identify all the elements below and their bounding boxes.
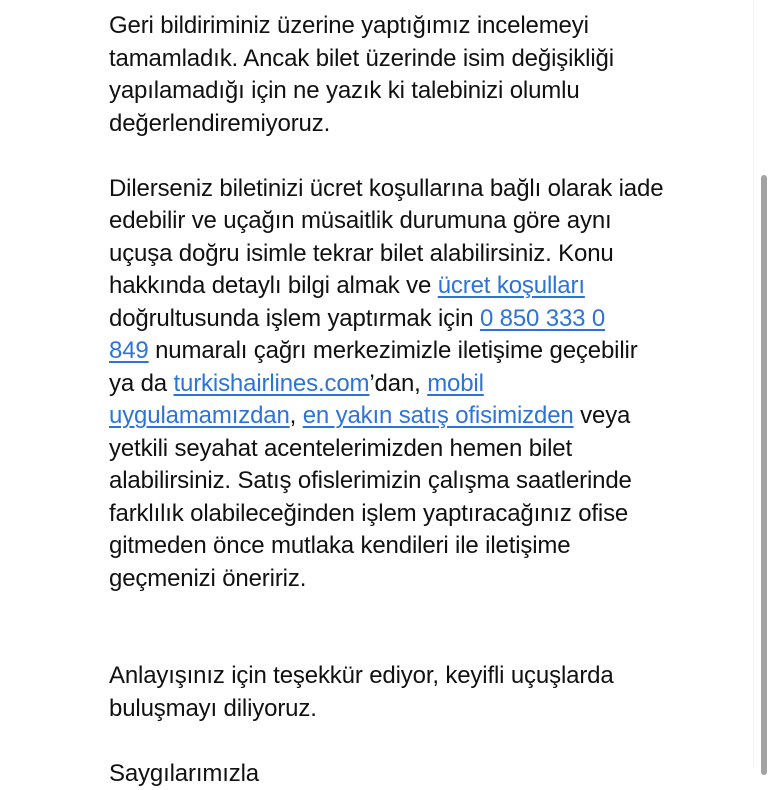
inline-text: hakkında detaylı bilgi almak ve [109,272,438,299]
inline-text: numaralı çağrı merkezimizle iletişime geçebilir [149,337,638,364]
text-line: Geri bildiriminiz üzerine yaptığımız incelemeyi [109,10,749,43]
website-link[interactable]: turkishairlines.com [173,370,369,397]
inline-text: , [290,402,303,429]
mobile-app-link[interactable]: mobil [427,370,484,397]
inline-text: veya [574,402,631,429]
text-line: gitmeden önce mutlaka kendileri ile iletişime [109,530,749,563]
text-line: yapılamadığı için ne yazık ki talebinizi olumlu [109,75,749,108]
text-line [109,400,749,433]
inline-text: doğrultusunda işlem yaptırmak için [109,305,480,332]
paragraph-review-result [109,10,749,140]
paragraph-refund-options [109,173,749,596]
message-body [109,10,749,790]
text-line: buluşmayı diliyoruz. [109,693,749,726]
vertical-scrollbar[interactable] [753,0,768,768]
text-line [109,368,749,401]
nearest-sales-office-link[interactable]: en yakın satış ofisimizden [303,402,574,429]
text-line [109,335,749,368]
text-line: yetkili seyahat acentelerimizden hemen bilet [109,433,749,466]
text-line: edebilir ve uçağın müsaitlik durumuna göre aynı [109,205,749,238]
inline-text: ya da [109,370,173,397]
text-line: Anlayışınız için teşekkür ediyor, keyifli uçuşlarda [109,660,749,693]
text-line: Dilerseniz biletinizi ücret koşullarına bağlı olarak iade [109,173,749,206]
paragraph-spacer [109,140,749,173]
text-line: geçmenizi öneririz. [109,563,749,596]
paragraph-thanks [109,660,749,725]
text-line [109,303,749,336]
text-line: değerlendiremiyoruz. [109,108,749,141]
paragraph-spacer [109,725,749,758]
text-line [109,270,749,303]
text-line: farklılık olabileceğinden işlem yaptıracağınız ofise [109,498,749,531]
call-center-phone-link[interactable]: 0 850 333 0 [480,305,605,332]
text-line: alabilirsiniz. Satış ofislerimizin çalışma saatlerinde [109,465,749,498]
paragraph-spacer [109,595,749,628]
text-line: tamamladık. Ancak bilet üzerinde isim değişikliği [109,43,749,76]
inline-text: ’dan, [369,370,427,397]
text-line: uçuşa doğru isimle tekrar bilet alabilirsiniz. Konu [109,238,749,271]
fare-conditions-link[interactable]: ücret koşulları [438,272,585,299]
mobile-app-link-continued[interactable]: uygulamamızdan [109,402,290,429]
call-center-phone-link-continued[interactable]: 849 [109,337,149,364]
closing-signoff: Saygılarımızla [109,758,749,790]
scrollbar-thumb[interactable] [761,175,767,775]
paragraph-spacer [109,628,749,661]
